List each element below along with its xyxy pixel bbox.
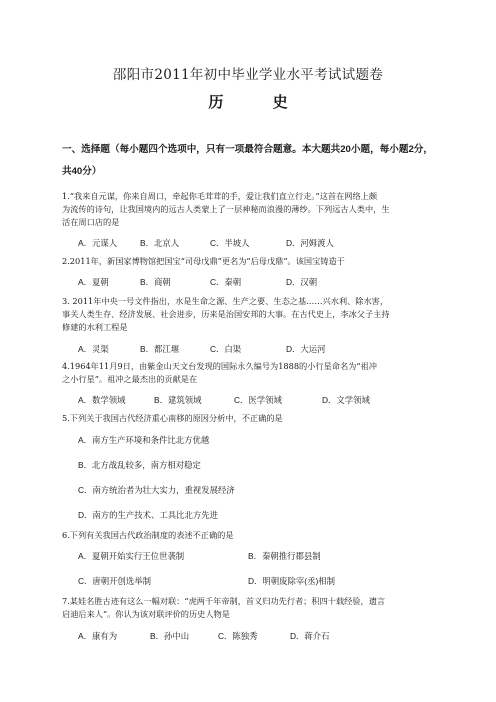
- question-5-option-b[interactable]: B．北方战乱较多，南方相对稳定: [78, 460, 201, 470]
- question-7-line-1: 7.某娃名胜古迹有这么一幅对联：“虎两千年帝制，首义归功先行者；积四十载经验，遗言: [62, 596, 386, 606]
- question-7-line-2: 启迪后来人”。你认为该对联评价的历史人物是: [62, 609, 230, 619]
- question-3-option-b[interactable]: B．都江堰: [140, 344, 180, 354]
- question-6-line-1: 6.下列有关我国古代政治制度的表述不正确的是: [62, 530, 234, 540]
- question-3-option-d[interactable]: D．大运河: [286, 344, 326, 354]
- question-3-line-3: 修建的水利工程是: [62, 322, 128, 332]
- question-3-line-1: 3. 2011年中央一号文件指出，水是生命之源、生产之要、生态之基……兴水利、除水害，: [62, 296, 389, 306]
- question-7-option-d[interactable]: D．蒋介石: [290, 631, 330, 641]
- question-2-option-a[interactable]: A．夏朝: [78, 277, 109, 287]
- question-5-line-1: 5.下列关于我国古代经济重心南移的原因分析中，不正确的是: [62, 413, 283, 423]
- question-1-line-1: 1.“我来自元谋，你来自周口，牵起你毛茸茸的手，爱让我们直立行走。”这首在网络上颇: [62, 191, 378, 201]
- exam-title: 邵阳市2011年初中毕业学业水平考试试题卷: [112, 67, 384, 83]
- question-5-option-c[interactable]: C．南方统治者为壮大实力，重视发展经济: [78, 485, 235, 495]
- question-1-option-d[interactable]: D．河姆渡人: [286, 238, 334, 248]
- question-4-option-a[interactable]: A．数学领域: [78, 395, 126, 405]
- question-5-option-a[interactable]: A．南方生产环境和条件比北方优越: [78, 435, 210, 445]
- question-2-option-b[interactable]: B．商朝: [140, 277, 171, 287]
- question-6-option-b[interactable]: B．秦朝推行郡县制: [248, 551, 321, 561]
- question-1-line-3: 活在周口店的是: [62, 217, 120, 227]
- question-6-option-a[interactable]: A．夏朝开始实行王位世袭制: [78, 551, 185, 561]
- question-4-option-b[interactable]: B．建筑领域: [154, 395, 202, 405]
- section-heading-cont: 共40分）: [62, 166, 102, 177]
- question-7-option-b[interactable]: B．孙中山: [150, 631, 190, 641]
- question-4-option-d[interactable]: D．文学领域: [322, 395, 370, 405]
- question-1-option-b[interactable]: B．北京人: [140, 238, 180, 248]
- subject-title: 历 史: [208, 93, 310, 111]
- question-3-option-c[interactable]: C．白渠: [210, 344, 242, 354]
- question-7-option-a[interactable]: A．康有为: [78, 631, 118, 641]
- question-4-line-2: 之小行星”。祖冲之最杰出的贡献是在: [62, 374, 198, 384]
- question-4-option-c[interactable]: C．医学领域: [234, 395, 282, 405]
- question-5-option-d[interactable]: D．南方的生产技术、工具比北方先进: [78, 510, 219, 520]
- section-heading: 一、选择题（每小题四个选项中，只有一项最符合题意。本大题共20小题，每小题2分，: [62, 144, 433, 155]
- question-6-option-c[interactable]: C．唐朝开创选举制: [78, 576, 152, 586]
- question-7-option-c[interactable]: C．陈独秀: [218, 631, 258, 641]
- question-2-option-c[interactable]: C．秦朝: [210, 277, 242, 287]
- question-6-option-d[interactable]: D．明朝废除宰(丞)相制: [248, 576, 336, 586]
- question-4-line-1: 4.1964年11月9日，由紫金山天文台发现的国际永久编号为1888的小行星命名为“祖冲: [62, 361, 377, 371]
- question-3-option-a[interactable]: A．灵渠: [78, 344, 109, 354]
- question-1-option-c[interactable]: C．半坡人: [210, 238, 250, 248]
- question-1-option-a[interactable]: A．元谋人: [78, 238, 118, 248]
- question-1-line-2: 为流传的诗句，让我国境内的远古人类蒙上了一层神秘而浪漫的薄纱。下列远古人类中，生: [62, 204, 390, 214]
- question-2-line-1: 2.2011年，新国家博物馆把国宝“司母戊鼎”更名为“后母戊鼎”。该国宝铸造于: [62, 256, 345, 266]
- question-3-line-2: 事关人类生存、经济发展、社会进步，历来是治国安邦的大事。在古代史上，李冰父子主持: [62, 309, 390, 319]
- question-2-option-d[interactable]: D．汉朝: [286, 277, 318, 287]
